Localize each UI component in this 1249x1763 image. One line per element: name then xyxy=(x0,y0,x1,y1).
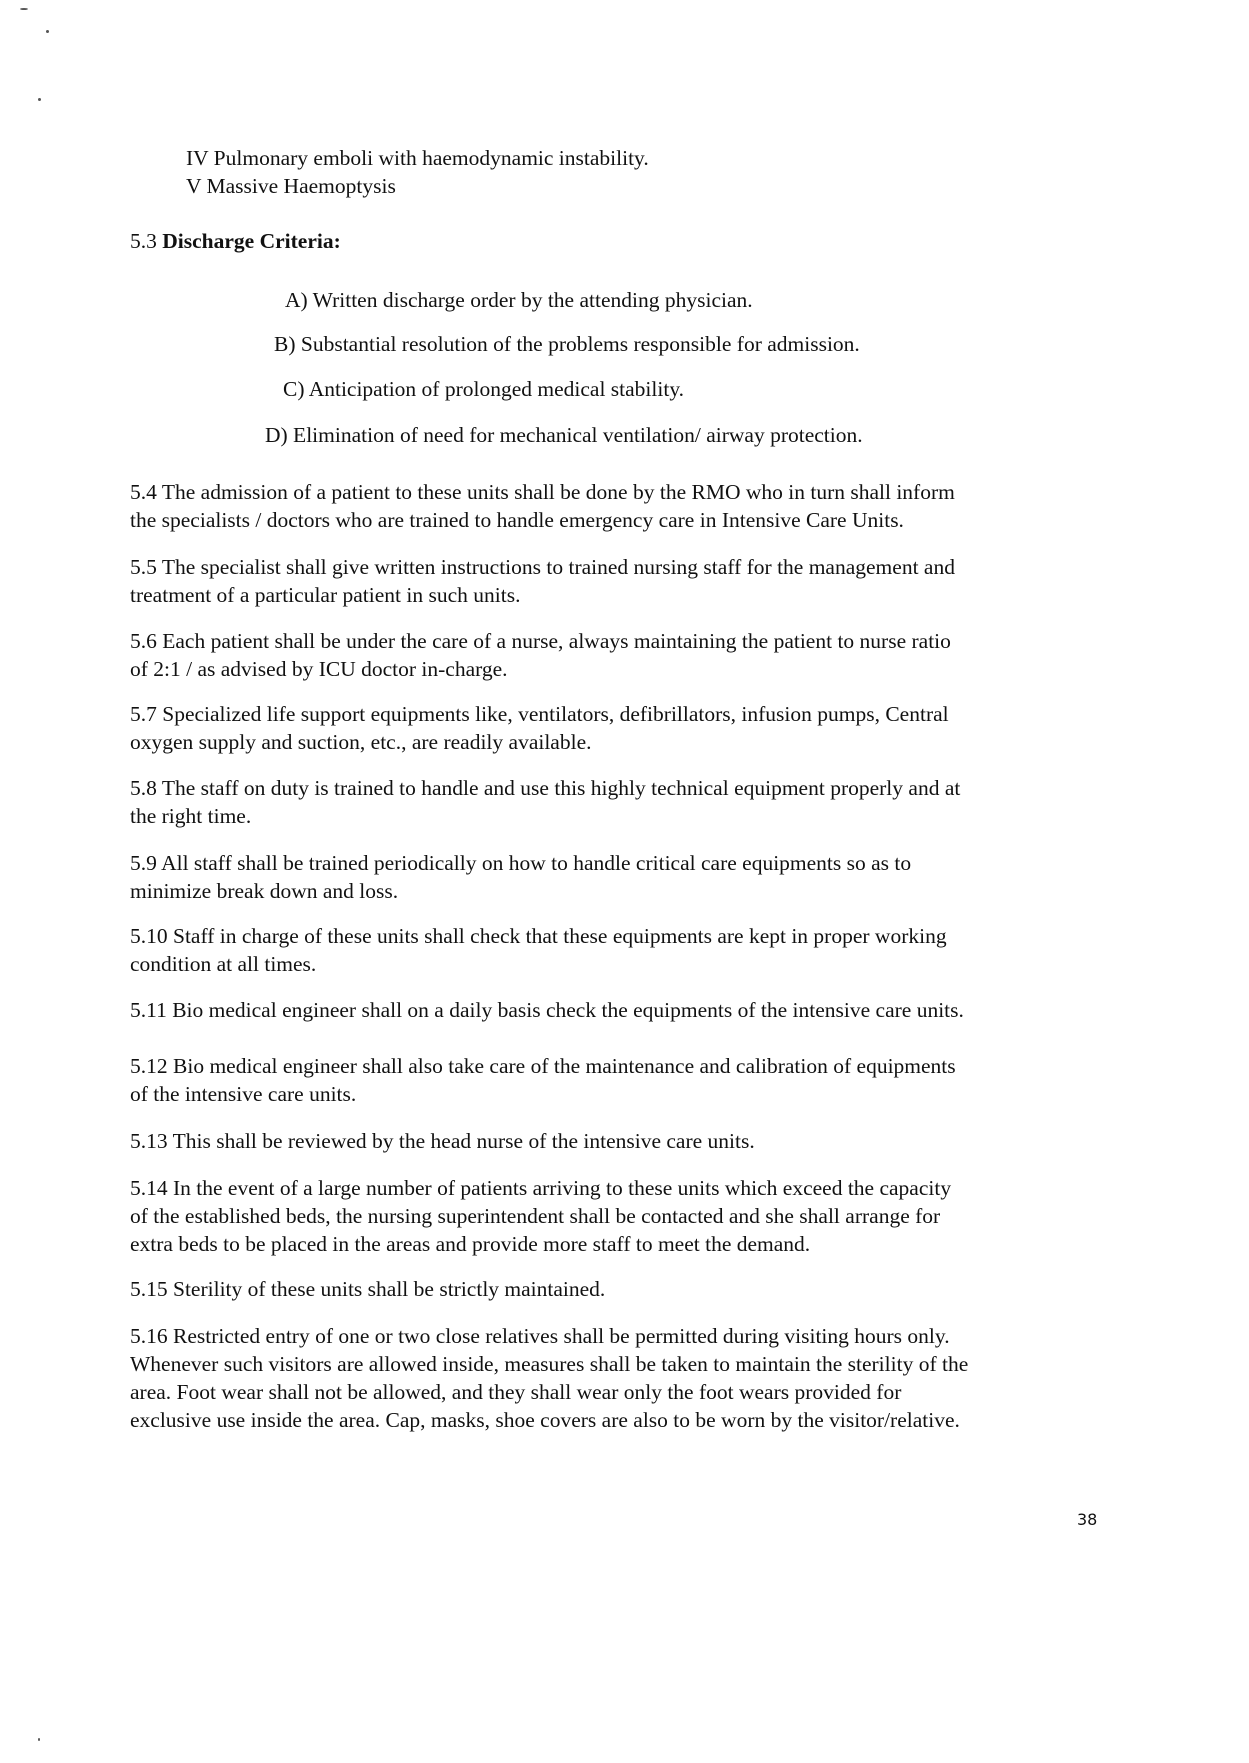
criteria-item-d: D) Elimination of need for mechanical ventilation/ airway protection. xyxy=(265,423,863,447)
section-number: 5.3 xyxy=(130,229,157,253)
section-heading-5-3 xyxy=(130,227,341,255)
paragraph-5-10: 5.10 Staff in charge of these units shall check that these equipments are kept in proper working condition at all times. xyxy=(130,924,947,976)
criteria-item-c: C) Anticipation of prolonged medical stability. xyxy=(283,377,685,401)
paragraph-5-12: 5.12 Bio medical engineer shall also take care of the maintenance and calibration of equipments of the intensive care units. xyxy=(130,1054,956,1106)
paragraph-5-8: 5.8 The staff on duty is trained to handle and use this highly technical equipment properly and at the right time. xyxy=(130,776,961,828)
page-number: 38 xyxy=(1077,1510,1098,1529)
scan-speck xyxy=(38,1738,40,1741)
paragraph-5-14: 5.14 In the event of a large number of patients arriving to these units which exceed the capacity of the established beds, the nursing superintendent shall be contacted and she shall arrange for extra beds to be placed in the areas and provide more staff to meet the demand. xyxy=(130,1176,952,1256)
paragraph-5-15: 5.15 Sterility of these units shall be strictly maintained. xyxy=(130,1277,606,1301)
paragraph-5-5: 5.5 The specialist shall give written instructions to trained nursing staff for the management and treatment of a particular patient in such units. xyxy=(130,555,955,607)
criteria-item-b: B) Substantial resolution of the problems responsible for admission. xyxy=(274,332,860,356)
paragraph-5-13: 5.13 This shall be reviewed by the head nurse of the intensive care units. xyxy=(130,1129,755,1153)
criteria-item-a: A) Written discharge order by the attending physician. xyxy=(285,288,753,312)
scan-speck xyxy=(38,98,41,101)
list-item-v: V Massive Haemoptysis xyxy=(186,174,396,198)
paragraph-5-11: 5.11 Bio medical engineer shall on a daily basis check the equipments of the intensive care units. xyxy=(130,998,964,1022)
section-title: Discharge Criteria: xyxy=(162,229,341,253)
list-item-iv: IV Pulmonary emboli with haemodynamic instability. xyxy=(186,146,649,170)
paragraph-5-16: 5.16 Restricted entry of one or two close relatives shall be permitted during visiting hours only. Whenever such visitors are allowed inside, measures shall be taken to maintain the sterility of the area. Foot wear shall not be allowed, and they shall wear only the foot wears provided for exclusive use inside the area. Cap, masks, shoe covers are also to be worn by the visitor/relative. xyxy=(130,1324,969,1432)
paragraph-5-9: 5.9 All staff shall be trained periodically on how to handle critical care equipments so as to minimize break down and loss. xyxy=(130,851,912,903)
scan-speck xyxy=(46,30,49,33)
paragraph-5-7: 5.7 Specialized life support equipments like, ventilators, defibrillators, infusion pumps, Central oxygen supply and suction, etc., are readily available. xyxy=(130,702,949,754)
scan-speck xyxy=(20,8,28,10)
paragraph-5-4: 5.4 The admission of a patient to these units shall be done by the RMO who in turn shall inform the specialists / doctors who are trained to handle emergency care in Intensive Care Units. xyxy=(130,480,955,532)
paragraph-5-6: 5.6 Each patient shall be under the care of a nurse, always maintaining the patient to nurse ratio of 2:1 / as advised by ICU doctor in-charge. xyxy=(130,629,951,681)
